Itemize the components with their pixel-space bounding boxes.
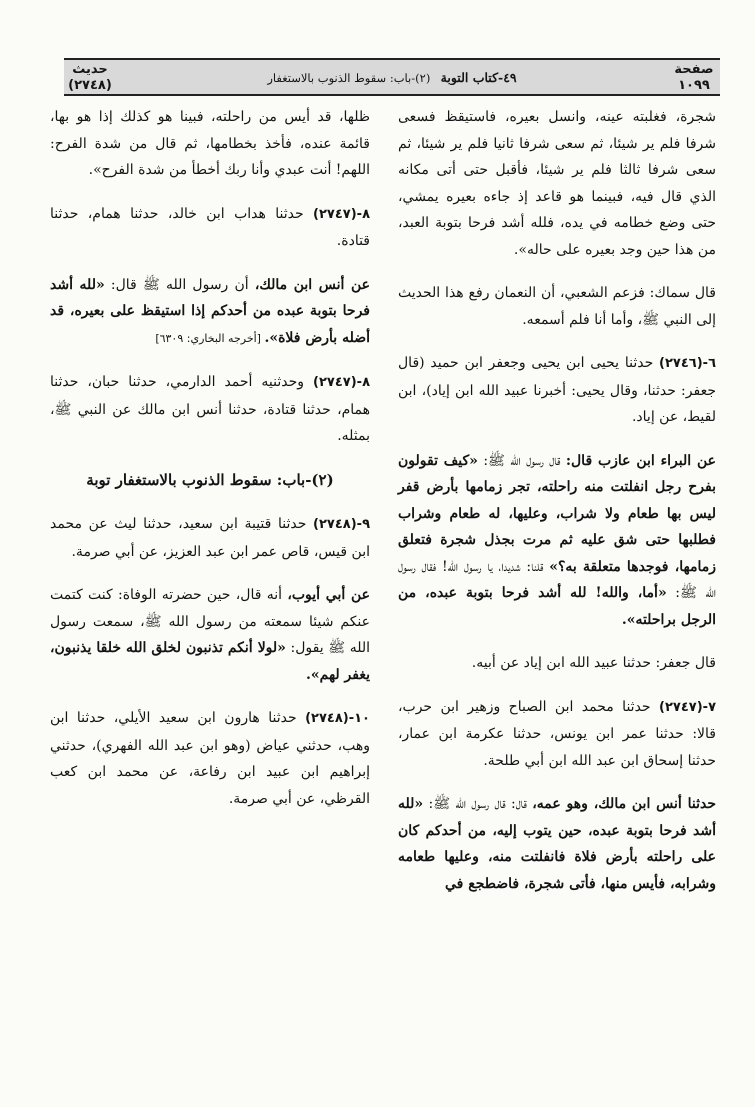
prophetic-quote: «لله أشد فرحا بتوبة عبده، حين يتوب إليه، من أحدكم كان على راحلته بأرض فلاة فانفلتت منه، وعليها طعامه وشرابه، فأيس منها، فأتى شجرة، فاضطجع في (398, 796, 716, 892)
prophetic-quote: «لله أشد فرحا بتوبة عبده من أحدكم إذا استيقظ على بعيره، قد أضله بأرض فلاة». (50, 276, 370, 346)
hadith-chain (50, 511, 370, 565)
hadith-intro: أنه قال، حين حضرته الوفاة: كنت كتمت عنكم شيئا سمعته من رسول الله ﷺ، سمعت رسول الله ﷺ يقول: (50, 587, 370, 656)
book-title: ٤٩-كتاب التوبة (440, 69, 517, 85)
page-header (64, 58, 720, 96)
chapter-heading: (٢)-باب: سقوط الذنوب بالاستغفار توبة (86, 470, 334, 489)
paragraph: قال سماك: فزعم الشعبي، أن النعمان رفع هذا الحديث إلى النبي ﷺ، وأما أنا فلم أسمعه. (398, 285, 716, 328)
prophetic-quote: «أما، والله! لله أشد فرحا بتوبة عبده، من الرجل براحلته». (398, 585, 716, 628)
page-number-box (665, 60, 723, 94)
reference-note: [أخرجه البخاري: ٦٣٠٩] (155, 331, 265, 345)
hadith-number: ٩-(٢٧٤٨) (313, 517, 370, 532)
hadith-number: ٨-(٢٧٤٧) (313, 375, 370, 390)
hadith-number: ١٠-(٢٧٤٨) (305, 711, 370, 726)
hadith-number-box (61, 60, 119, 94)
hadith-continuation: قلنا: شديدا، يا رسول الله! فقال رسول الله ﷺ: (398, 558, 716, 601)
chapter-running-title: (٢)-باب: سقوط الذنوب بالاستغفار (267, 70, 431, 85)
hadith-chain (398, 350, 716, 431)
hadith-chain (50, 201, 370, 255)
hadith-text (398, 791, 716, 897)
narrator: عن البراء ابن عازب قال: (565, 452, 716, 469)
hadith-chain (50, 705, 370, 812)
hadith-intro: قال: قال رسول الله ﷺ: (423, 796, 533, 812)
hadith-label: حديث (72, 61, 108, 77)
narrator: عن أبي أيوب، (287, 587, 370, 603)
left-column (50, 104, 370, 829)
hadith-text (50, 582, 370, 688)
paragraph: ظلها، قد أيس من راحلته، فبينا هو كذلك إذا هو بها، قائمة عنده، فأخذ بخطامها، ثم قال من شدة الفرح: اللهم! أنت عبدي وأنا ربك أخطأ من شدة الفرح». (50, 109, 370, 178)
chain-text: حدثنا يحيى ابن يحيى وجعفر ابن حميد (قال جعفر: حدثنا، وقال يحيى: أخبرنا عبيد الله ابن إياد)، ابن لقيط، عن إياد. (398, 355, 716, 425)
chain-text: حدثنا قتيبة ابن سعيد، حدثنا ليث عن محمد ابن قيس، قاص عمر ابن عبد العزيز، عن أبي صرمة. (50, 516, 370, 560)
hadith-chain (50, 369, 370, 450)
chain-text: حدثنا هارون ابن سعيد الأيلي، حدثنا ابن وهب، حدثني عياض (وهو ابن عبد الله الفهري)، حدثني إبراهيم ابن عبيد ابن رفاعة، عن محمد ابن كعب القرظي، عن أبي صرمة. (50, 710, 370, 807)
narrator: حدثنا أنس ابن مالك، وهو عمه، (532, 796, 716, 812)
running-title (119, 70, 665, 85)
hadith-text (50, 272, 370, 353)
hadith-number: ٧-(٢٧٤٧) (659, 699, 716, 715)
hadith-intro: أن رسول الله ﷺ قال: (104, 276, 255, 293)
prophetic-quote: «كيف تقولون بفرح رجل انفلتت منه راحلته، تجر زمامها بأرض قفر ليس بها طعام ولا شراب، وعليها، له طعام وشراب فطلبها حتى شق عليه ثم مرت بجذل شجرة فتعلق زمامها، فوجدها متعلقة به؟» (398, 452, 716, 575)
hadith-text (398, 448, 716, 634)
chain-text: وحدثنيه أحمد الدارمي، حدثنا حبان، حدثنا همام، حدثنا قتادة، حدثنا أنس ابن مالك عن النبي ﷺ، بمثله. (50, 374, 370, 444)
chain-text: حدثنا هداب ابن خالد، حدثنا همام، حدثنا قتادة. (50, 205, 370, 249)
hadith-range: (٢٧٤٨) (68, 77, 112, 93)
page-label: صفحة (674, 61, 714, 77)
paragraph: قال جعفر: حدثنا عبيد الله ابن إياد عن أبيه. (471, 655, 716, 671)
narrator: عن أنس ابن مالك، (254, 276, 371, 293)
right-column (398, 104, 716, 914)
paragraph: شجرة، فغلبته عينه، وانسل بعيره، فاستيقظ فسعى شرفا فلم ير شيئا، ثم سعى شرفا ثانيا فلم ير شيئا، ثم سعى شرفا ثالثا فلم ير شيئا، فأقبل حتى أتى مكانه الذي قال فيه، فبينما هو قاعد إذ جاءه بعيره يمشي، حتى وضع خطامه في يده، فلله أشد فرحا بتوبة العبد، من هذا حين وجد بعيره على حاله». (398, 109, 716, 258)
hadith-number: ٦-(٢٧٤٦) (659, 356, 716, 371)
page-number: ١٠٩٩ (678, 77, 710, 93)
hadith-number: ٨-(٢٧٤٧) (313, 206, 370, 222)
hadith-chain (398, 694, 716, 775)
chain-text: حدثنا محمد ابن الصباح وزهير ابن حرب، قالا: حدثنا عمر ابن يونس، حدثنا عكرمة ابن عمار، حدثنا إسحاق ابن عبد الله ابن أبي طلحة. (398, 698, 716, 769)
prophetic-quote: «لولا أنكم تذنبون لخلق الله خلقا يذنبون، يغفر لهم». (50, 640, 370, 683)
hadith-intro: قال رسول الله ﷺ: (477, 452, 566, 469)
